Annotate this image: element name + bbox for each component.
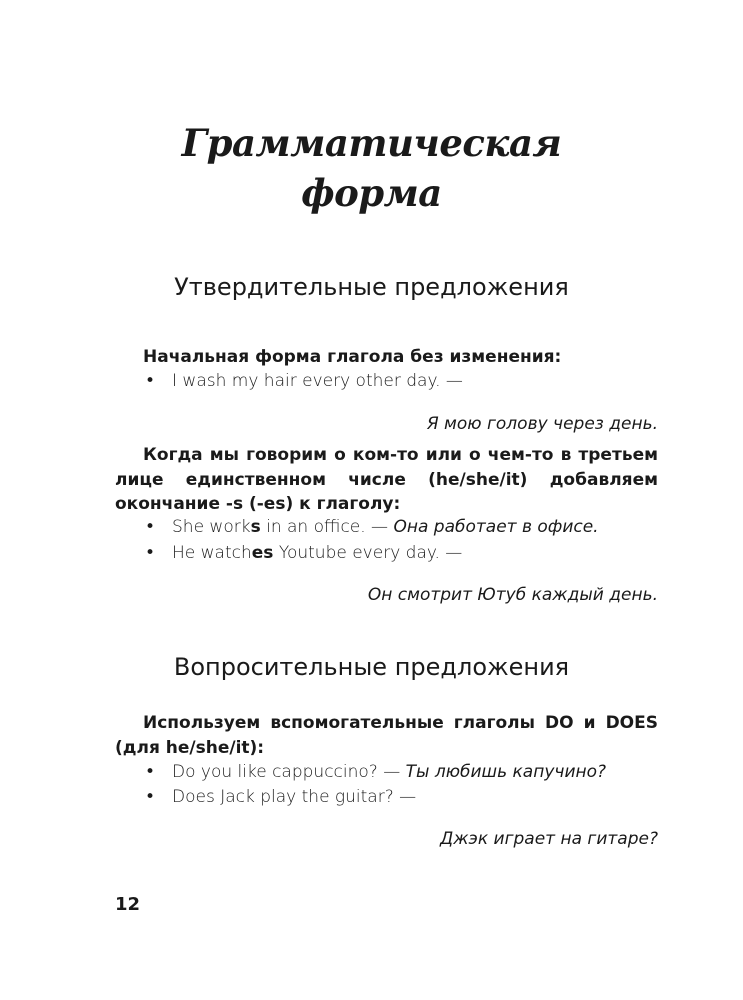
affirmative-example-3-ru: Он смотрит Ютуб каждый день. (367, 585, 658, 605)
chapter-title-line-2: форма (301, 171, 442, 215)
bullet-marker: • (145, 371, 156, 391)
affirmative-example-1-ru: Я мою голову через день. (426, 414, 658, 434)
bullet-marker: • (145, 787, 156, 807)
page-number: 12 (115, 894, 141, 915)
interrogative-example-2-en: Does Jack play the guitar? — (172, 787, 417, 807)
affirmative-example-2: She works in an office. — Она работает в офисе. (172, 517, 599, 537)
affirmative-example-3-en: He watches Youtube every day. — (172, 543, 463, 563)
affirmative-rule-third-person: Когда мы говорим о ком-то или о чем-то в третьем лице единственном числе (he/she/it) добавляем окончание -s (-es) к глаголу: (115, 445, 658, 514)
affirmative-rule-base-form: Начальная форма глагола без изменения: (143, 347, 562, 367)
affirmative-example-1-en: I wash my hair every other day. — (172, 371, 463, 391)
interrogative-example-2-ru: Джэк играет на гитаре? (439, 829, 658, 849)
suffix-highlight: es (251, 543, 274, 563)
interrogative-heading: Вопросительные предложения (173, 653, 570, 681)
interrogative-rule: Используем вспомогательные глаголы DO и DOES (для he/she/it): (115, 713, 658, 758)
bullet-marker: • (145, 762, 156, 782)
bullet-marker: • (145, 543, 156, 563)
affirmative-heading: Утвердительные предложения (174, 273, 569, 301)
suffix-highlight: s (250, 517, 261, 537)
bullet-marker: • (145, 517, 156, 537)
interrogative-example-1: Do you like cappuccino? — Ты любишь капучино? (172, 762, 607, 782)
chapter-title-line-1: Грамматическая (181, 121, 562, 165)
